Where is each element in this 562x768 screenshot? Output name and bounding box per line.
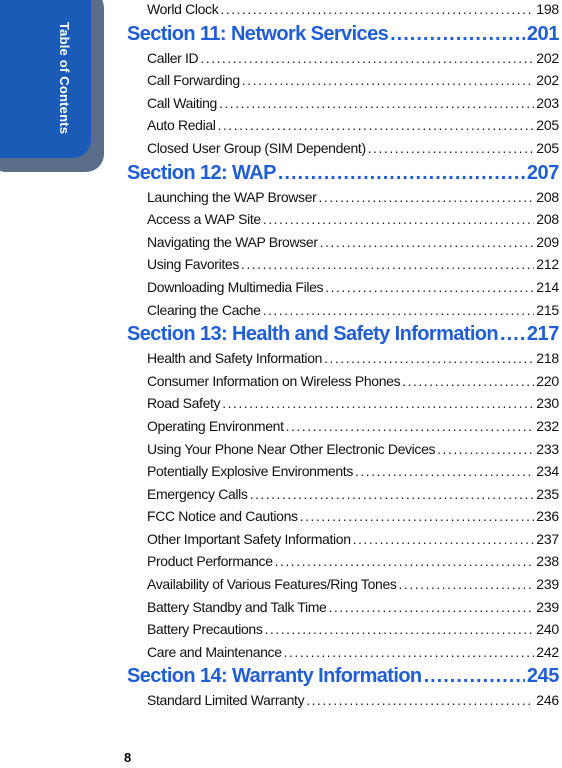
toc-entry[interactable]: [127, 137, 559, 160]
toc-entry-page: 242: [536, 643, 559, 660]
page-number: 8: [124, 750, 132, 765]
dot-leader: [220, 0, 534, 21]
dot-leader: [306, 689, 534, 712]
dot-leader: [284, 641, 535, 664]
toc-entry-page: 235: [536, 485, 559, 502]
toc-entry-title: Operating Environment: [147, 417, 284, 434]
dot-leader: [320, 231, 535, 254]
dot-leader: [241, 253, 534, 276]
toc-entry[interactable]: [127, 253, 559, 276]
toc-entry-title: Care and Maintenance: [147, 643, 282, 660]
toc-entry[interactable]: [127, 347, 559, 370]
toc-entry[interactable]: [127, 438, 559, 461]
dot-leader: [265, 618, 535, 641]
toc-entry-page: 230: [536, 395, 559, 412]
toc-entry-title: Using Your Phone Near Other Electronic Devices: [147, 440, 436, 457]
toc-entry[interactable]: [127, 0, 559, 21]
dot-leader: [222, 392, 534, 415]
toc-entry[interactable]: [127, 505, 559, 528]
toc-entry-title: Downloading Multimedia Files: [147, 278, 324, 295]
toc-entry-title: Standard Limited Warranty: [147, 692, 305, 709]
toc-entry-page: 212: [536, 256, 559, 273]
toc-entry-page: 198: [536, 1, 559, 17]
toc-section-page: 245: [526, 665, 559, 688]
toc-entry-page: 237: [536, 530, 559, 547]
dot-leader: [325, 276, 534, 299]
dot-leader: [218, 114, 535, 137]
toc-entry-title: Caller ID: [147, 49, 199, 66]
toc-entry[interactable]: [127, 69, 559, 92]
dot-leader: [353, 528, 535, 551]
toc-entry[interactable]: [127, 689, 559, 712]
toc-entry-title: Battery Precautions: [147, 621, 263, 638]
dot-leader: [402, 370, 534, 393]
dot-leader: [324, 347, 534, 370]
dot-leader: [399, 573, 535, 596]
toc-entry-page: 215: [536, 301, 559, 318]
toc-entry[interactable]: [127, 550, 559, 573]
dot-leader: [355, 460, 534, 483]
toc-entry-title: Call Waiting: [147, 94, 217, 111]
toc-entry-page: 236: [536, 508, 559, 525]
toc-entry[interactable]: [127, 596, 559, 619]
table-of-contents: [127, 0, 559, 712]
toc-entry-title: Navigating the WAP Browser: [147, 233, 318, 250]
toc-entry[interactable]: [127, 231, 559, 254]
toc-entry-page: 239: [536, 576, 559, 593]
toc-entry-title: Access a WAP Site: [147, 211, 261, 228]
toc-entry-title: Emergency Calls: [147, 485, 248, 502]
toc-entry-title: Using Favorites: [147, 256, 240, 273]
toc-entry-title: Call Forwarding: [147, 72, 240, 89]
side-tab-label: Table of Contents: [57, 22, 72, 135]
toc-section[interactable]: [127, 321, 559, 347]
toc-entry[interactable]: [127, 618, 559, 641]
dot-leader: [437, 438, 534, 461]
toc-section-title: Section 13: Health and Safety Information: [127, 323, 499, 346]
toc-entry[interactable]: [127, 415, 559, 438]
toc-entry-page: 218: [536, 350, 559, 367]
dot-leader: [250, 483, 535, 506]
toc-entry[interactable]: [127, 370, 559, 393]
dot-leader: [278, 160, 525, 186]
dot-leader: [300, 505, 535, 528]
toc-entry[interactable]: [127, 47, 559, 70]
toc-entry[interactable]: [127, 528, 559, 551]
toc-entry-title: FCC Notice and Cautions: [147, 508, 298, 525]
side-tab: [0, 0, 104, 172]
toc-entry[interactable]: [127, 299, 559, 322]
toc-entry-page: 246: [536, 692, 559, 709]
toc-entry[interactable]: [127, 276, 559, 299]
toc-entry-title: Availability of Various Features/Ring Tones: [147, 576, 397, 593]
toc-section-page: 201: [526, 22, 559, 45]
toc-entry-page: 202: [536, 72, 559, 89]
dot-leader: [263, 208, 534, 231]
toc-entry-title: Road Safety: [147, 395, 221, 412]
toc-entry-title: Other Important Safety Information: [147, 530, 351, 547]
toc-entry[interactable]: [127, 392, 559, 415]
toc-entry-page: 239: [536, 598, 559, 615]
toc-entry-page: 220: [536, 372, 559, 389]
toc-entry-title: Clearing the Cache: [147, 301, 261, 318]
toc-entry-page: 240: [536, 621, 559, 638]
dot-leader: [275, 550, 535, 573]
dot-leader: [318, 186, 534, 209]
toc-entry[interactable]: [127, 114, 559, 137]
toc-entry-title: Health and Safety Information: [147, 350, 323, 367]
toc-entry-title: Battery Standby and Talk Time: [147, 598, 327, 615]
toc-entry-page: 238: [536, 553, 559, 570]
toc-section-page: 207: [526, 161, 559, 184]
toc-entry-title: Potentially Explosive Environments: [147, 463, 353, 480]
toc-entry-page: 232: [536, 417, 559, 434]
toc-entry-page: 205: [536, 117, 559, 134]
toc-entry-page: 233: [536, 440, 559, 457]
toc-section-page: 217: [526, 323, 559, 346]
dot-leader: [500, 321, 525, 347]
toc-entry-page: 205: [536, 139, 559, 156]
toc-entry[interactable]: [127, 483, 559, 506]
toc-entry-title: Launching the WAP Browser: [147, 188, 317, 205]
toc-entry-title: Product Performance: [147, 553, 273, 570]
toc-section-title: Section 14: Warranty Information: [127, 665, 422, 688]
toc-entry-page: 209: [536, 233, 559, 250]
toc-entry-title: World Clock: [147, 1, 219, 17]
toc-section-title: Section 11: Network Services: [127, 22, 389, 45]
toc-entry-title: Auto Redial: [147, 117, 216, 134]
toc-entry-page: 202: [536, 49, 559, 66]
toc-entry-page: 214: [536, 278, 559, 295]
dot-leader: [263, 299, 535, 322]
toc-section[interactable]: [127, 160, 559, 186]
toc-section[interactable]: [127, 21, 559, 47]
toc-section[interactable]: [127, 663, 559, 689]
toc-entry[interactable]: [127, 186, 559, 209]
toc-entry-page: 234: [536, 463, 559, 480]
toc-entry[interactable]: [127, 208, 559, 231]
side-tab-fill: [0, 0, 91, 158]
toc-entry-page: 208: [536, 211, 559, 228]
toc-entry-page: 203: [536, 94, 559, 111]
dot-leader: [200, 47, 534, 70]
dot-leader: [424, 663, 525, 689]
toc-entry[interactable]: [127, 460, 559, 483]
dot-leader: [328, 596, 534, 619]
toc-entry[interactable]: [127, 641, 559, 664]
dot-leader: [219, 92, 534, 115]
dot-leader: [368, 137, 534, 160]
dot-leader: [390, 21, 525, 47]
dot-leader: [242, 69, 534, 92]
toc-entry-title: Consumer Information on Wireless Phones: [147, 372, 401, 389]
toc-entry-title: Closed User Group (SIM Dependent): [147, 139, 366, 156]
dot-leader: [286, 415, 535, 438]
toc-section-title: Section 12: WAP: [127, 161, 276, 184]
toc-entry-page: 208: [536, 188, 559, 205]
toc-entry[interactable]: [127, 573, 559, 596]
toc-entry[interactable]: [127, 92, 559, 115]
